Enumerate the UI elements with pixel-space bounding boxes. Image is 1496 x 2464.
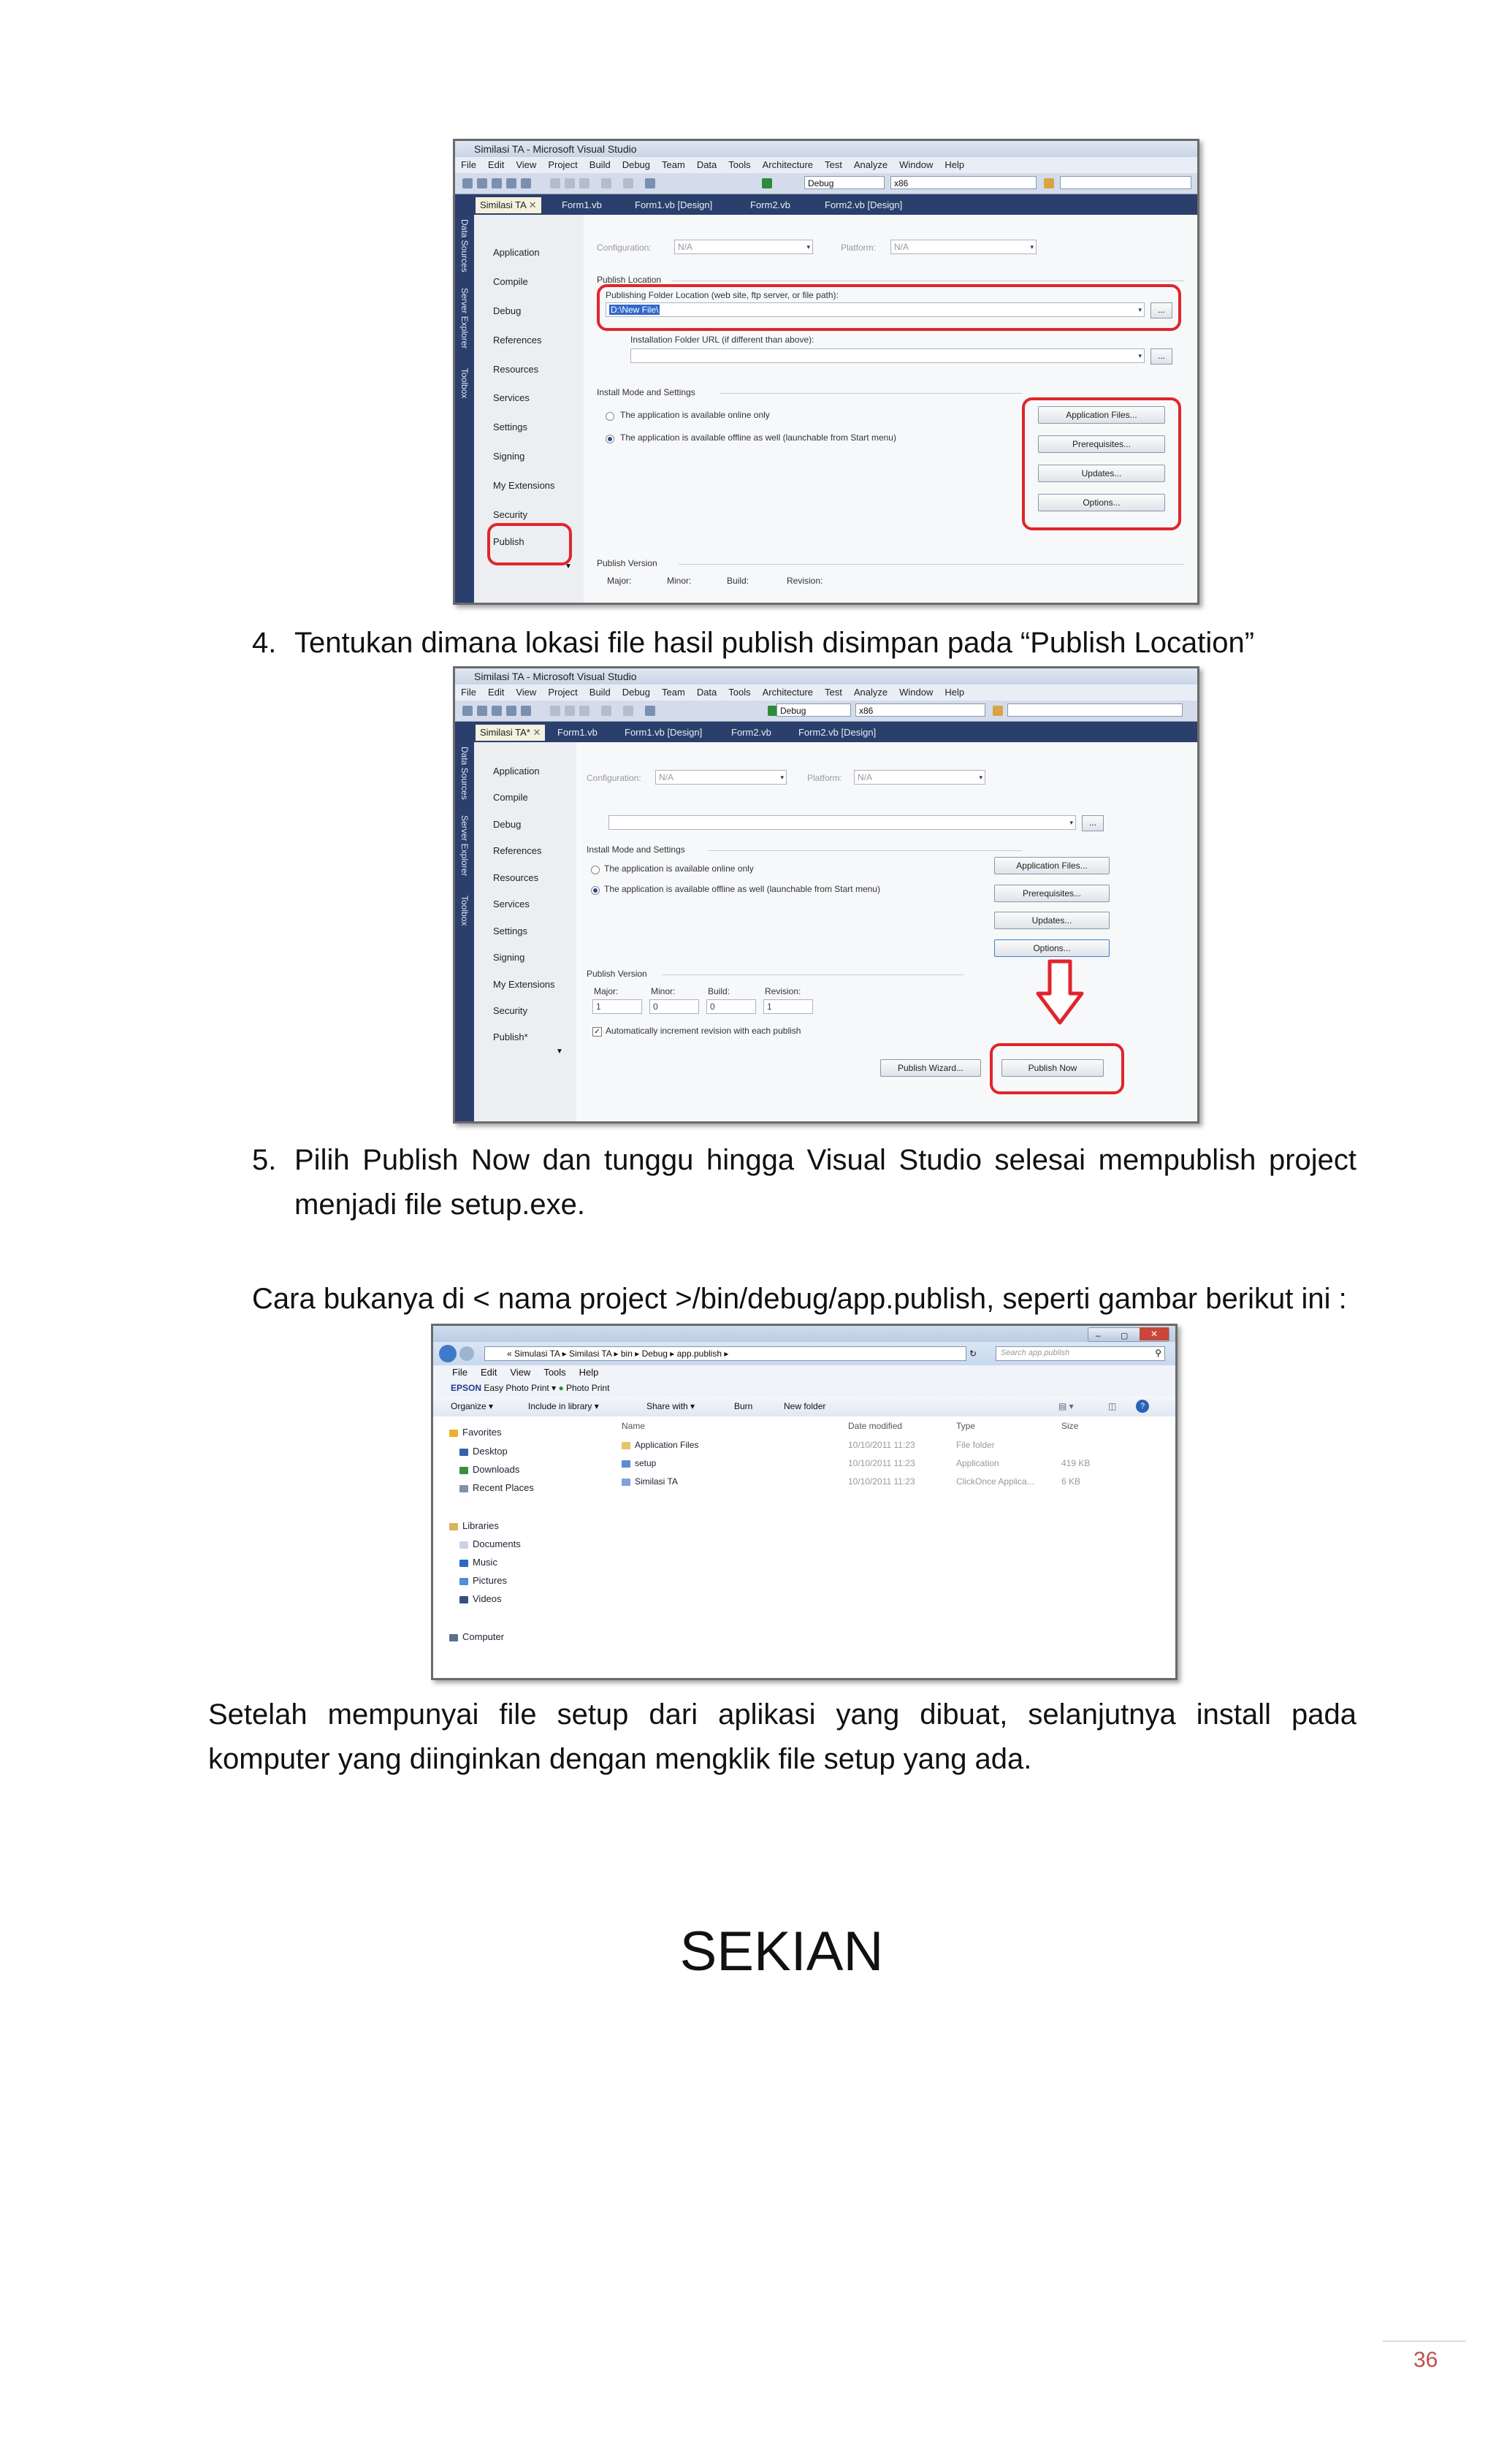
desktop-icon — [459, 1449, 468, 1456]
undo-icon[interactable] — [601, 706, 611, 716]
platform-value: N/A — [858, 772, 873, 782]
new-folder-button[interactable]: New folder — [784, 1401, 826, 1411]
step-5-line1: Pilih Publish Now dan tunggu hingga Visual Studio selesai mempublish project — [294, 1144, 1356, 1176]
copy-icon[interactable] — [565, 706, 575, 716]
menu-bar — [455, 684, 1197, 701]
save-icon[interactable] — [506, 178, 516, 188]
minor-input[interactable]: 0 — [649, 999, 699, 1014]
config-combo[interactable]: Debug — [776, 703, 851, 717]
chevron-down-icon: ▾ — [806, 243, 810, 251]
menu-edit[interactable]: Edit — [487, 687, 505, 698]
redo-icon[interactable] — [623, 706, 633, 716]
platform-label: Platform: — [841, 243, 877, 253]
table-row[interactable] — [607, 1437, 1175, 1454]
side-tab-toolbox[interactable]: Toolbox — [459, 368, 470, 399]
nav-resources[interactable]: Resources — [493, 364, 539, 375]
window-title: Similasi TA - Microsoft Visual Studio — [455, 141, 1197, 157]
computer-icon — [449, 1634, 458, 1641]
side-tool-strip — [455, 215, 474, 603]
menu-build[interactable]: Build — [589, 687, 611, 698]
menu-window[interactable]: Window — [899, 687, 934, 698]
nav-references[interactable]: References — [493, 335, 542, 346]
platform-combo-panel[interactable] — [854, 770, 985, 785]
cut-icon[interactable] — [550, 706, 560, 716]
chevron-down-icon: ▾ — [780, 774, 784, 781]
revision-input[interactable]: 1 — [763, 999, 813, 1014]
step-4-text: Tentukan dimana lokasi file hasil publish disimpan pada “Publish Location” — [294, 627, 1255, 659]
folder-location-label: Publishing Folder Location (web site, ftp server, or file path): — [606, 290, 839, 300]
file-date: 10/10/2011 11:23 — [848, 1440, 915, 1450]
major-label: Major: — [594, 986, 619, 996]
libraries-icon — [449, 1523, 458, 1530]
forward-icon[interactable] — [459, 1346, 474, 1361]
nav-documents-label: Documents — [473, 1538, 521, 1549]
tab-form2[interactable]: Form2.vb — [731, 727, 771, 738]
organize-button[interactable]: Organize ▾ — [451, 1401, 494, 1411]
side-tool-strip — [455, 742, 474, 1121]
close-icon[interactable]: ✕ — [1140, 1327, 1169, 1340]
menu-view[interactable]: View — [510, 1367, 531, 1378]
side-tab-server-explorer[interactable]: Server Explorer — [459, 815, 470, 877]
explorer-menu-bar — [433, 1365, 1175, 1380]
file-type: File folder — [956, 1440, 995, 1450]
options-button[interactable]: Options... — [994, 939, 1110, 957]
document-tabs — [455, 194, 1197, 215]
menu-tools[interactable]: Tools — [728, 159, 751, 170]
publish-now-button[interactable]: Publish Now — [1001, 1059, 1104, 1077]
chevron-down-icon: ▾ — [1030, 243, 1034, 251]
tab-form1[interactable]: Form1.vb — [557, 727, 598, 738]
chevron-down-icon: ▾ — [1138, 352, 1142, 359]
menu-edit[interactable]: Edit — [487, 159, 505, 170]
configuration-value: N/A — [678, 242, 693, 252]
nav-security[interactable]: Security — [493, 1005, 527, 1016]
toolbar — [455, 173, 1197, 194]
install-url-input[interactable] — [608, 815, 1076, 830]
save-all-icon[interactable] — [521, 178, 531, 188]
menu-project[interactable]: Project — [548, 687, 578, 698]
table-row[interactable] — [607, 1455, 1175, 1473]
menu-window[interactable]: Window — [899, 159, 934, 170]
redo-icon[interactable] — [623, 178, 633, 188]
nav-services[interactable]: Services — [493, 392, 530, 403]
build-input[interactable]: 0 — [706, 999, 756, 1014]
divider — [663, 974, 963, 975]
file-type: ClickOnce Applica... — [956, 1476, 1034, 1487]
clickonce-manifest-icon — [622, 1479, 630, 1486]
menu-test[interactable]: Test — [825, 687, 842, 698]
side-tab-data-sources[interactable]: Data Sources — [459, 219, 470, 272]
auto-increment-checkbox[interactable]: ✓ — [592, 1027, 602, 1037]
file-size: 419 KB — [1061, 1458, 1091, 1468]
screenshot-explorer-app-publish — [431, 1324, 1178, 1680]
nav-desktop-label: Desktop — [473, 1446, 508, 1457]
tab-form1-design[interactable]: Form1.vb [Design] — [625, 727, 703, 738]
radio-offline-label: The application is available offline as well (launchable from Start menu) — [604, 884, 880, 894]
menu-edit[interactable]: Edit — [480, 1367, 497, 1378]
nav-compile[interactable]: Compile — [493, 792, 528, 803]
file-name: Application Files — [635, 1440, 699, 1450]
step-5-number: 5. — [252, 1144, 277, 1176]
menu-view[interactable]: View — [516, 159, 537, 170]
start-debug-icon[interactable] — [762, 178, 772, 188]
application-files-button[interactable]: Application Files... — [994, 857, 1110, 874]
nav-publish[interactable]: Publish — [493, 536, 524, 547]
address-bar-area — [433, 1342, 1175, 1365]
footer-divider — [1383, 2341, 1466, 2342]
menu-test[interactable]: Test — [825, 159, 842, 170]
maximize-icon[interactable]: ▢ — [1121, 1332, 1129, 1340]
nav-computer[interactable] — [449, 1631, 504, 1642]
open-icon[interactable] — [492, 706, 502, 716]
nav-my-extensions[interactable]: My Extensions — [493, 979, 555, 990]
view-options-icon[interactable]: ▤ ▾ — [1058, 1401, 1074, 1411]
browse-folder-button[interactable]: ... — [1150, 302, 1172, 319]
paste-icon[interactable] — [579, 178, 589, 188]
easy-photo-print-menu[interactable]: Easy Photo Print ▾ — [484, 1383, 557, 1393]
navigation-pane — [433, 1416, 608, 1678]
setup-app-icon — [622, 1460, 630, 1468]
add-item-icon[interactable] — [477, 178, 487, 188]
copy-icon[interactable] — [565, 178, 575, 188]
configuration-combo[interactable] — [655, 770, 787, 785]
prerequisites-button[interactable]: Prerequisites... — [1038, 435, 1165, 453]
menu-bar — [455, 157, 1197, 173]
radio-online-only[interactable] — [606, 412, 614, 421]
search-box[interactable] — [996, 1346, 1165, 1361]
nav-my-extensions[interactable]: My Extensions — [493, 480, 555, 491]
menu-debug[interactable]: Debug — [622, 159, 651, 170]
save-icon[interactable] — [506, 706, 516, 716]
install-url-input[interactable] — [630, 348, 1145, 363]
major-label: Major: — [607, 576, 632, 586]
publish-location-highlight — [597, 284, 1181, 331]
step-4 — [252, 621, 1362, 665]
nav-videos-label: Videos — [473, 1593, 502, 1604]
pictures-icon — [459, 1578, 468, 1585]
table-row[interactable] — [607, 1473, 1175, 1491]
menu-data[interactable]: Data — [696, 687, 717, 698]
nav-debug[interactable]: Debug — [493, 819, 522, 830]
star-icon — [449, 1430, 458, 1437]
open-icon[interactable] — [492, 178, 502, 188]
chevron-down-icon: ▾ — [1069, 819, 1073, 826]
side-tab-toolbox[interactable]: Toolbox — [459, 896, 470, 926]
tab-project-label: Similasi TA* — [480, 727, 530, 738]
radio-offline-label: The application is available offline as well (launchable from Start menu) — [620, 432, 896, 443]
undo-icon[interactable] — [601, 178, 611, 188]
toolbar — [455, 701, 1197, 722]
back-icon[interactable] — [439, 1345, 457, 1362]
publish-wizard-button[interactable]: Publish Wizard... — [880, 1059, 981, 1077]
platform-value: N/A — [894, 242, 909, 252]
window-controls — [1088, 1327, 1169, 1342]
nav-application[interactable]: Application — [493, 766, 540, 777]
build-label: Build: — [708, 986, 730, 996]
chevron-down-icon: ▾ — [979, 774, 982, 781]
configuration-combo[interactable] — [674, 240, 813, 254]
menu-project[interactable]: Project — [548, 159, 578, 170]
radio-offline[interactable] — [606, 435, 614, 443]
application-files-button[interactable]: Application Files... — [1038, 406, 1165, 424]
chevron-down-icon: ▾ — [1138, 306, 1142, 313]
radio-offline[interactable] — [591, 886, 600, 895]
side-tab-data-sources[interactable]: Data Sources — [459, 747, 470, 800]
search-placeholder: Search app.publish — [1001, 1349, 1070, 1357]
find-icon[interactable] — [993, 706, 1003, 716]
nav-settings[interactable]: Settings — [493, 422, 527, 432]
publish-now-highlight — [990, 1043, 1124, 1094]
side-tab-server-explorer[interactable]: Server Explorer — [459, 288, 470, 349]
step-5 — [252, 1138, 1356, 1183]
window-title: Similasi TA - Microsoft Visual Studio — [455, 668, 1197, 684]
tab-project[interactable] — [476, 725, 545, 741]
documents-icon — [459, 1541, 468, 1549]
photo-print-button[interactable]: Photo Print — [566, 1383, 610, 1393]
folder-icon — [622, 1442, 630, 1449]
nav-desktop[interactable] — [459, 1446, 508, 1457]
menu-file[interactable]: File — [461, 687, 476, 698]
install-mode-heading: Install Mode and Settings — [587, 844, 685, 855]
file-size: 6 KB — [1061, 1476, 1081, 1487]
platform-label: Platform: — [807, 773, 843, 783]
nav-documents[interactable] — [459, 1538, 521, 1549]
cut-icon[interactable] — [550, 178, 560, 188]
install-mode-heading: Install Mode and Settings — [597, 387, 695, 397]
new-project-icon[interactable] — [462, 706, 473, 716]
nav-compile[interactable]: Compile — [493, 276, 528, 287]
radio-online-label: The application is available online only — [620, 410, 770, 420]
configuration-label: Configuration: — [597, 243, 652, 253]
publish-settings-panel — [584, 215, 1197, 603]
nav-settings[interactable]: Settings — [493, 926, 527, 937]
menu-architecture[interactable]: Architecture — [762, 159, 814, 170]
menu-file[interactable]: File — [461, 159, 476, 170]
nav-recent-places-label: Recent Places — [473, 1482, 534, 1493]
address-breadcrumb[interactable]: « Simulasi TA ▸ Similasi TA ▸ bin ▸ Debug ▸ app.publish ▸ — [484, 1346, 966, 1361]
nav-libraries[interactable] — [449, 1520, 499, 1531]
updates-button[interactable]: Updates... — [994, 912, 1110, 929]
tab-form2-design[interactable]: Form2.vb [Design] — [798, 727, 877, 738]
nav-music-label: Music — [473, 1557, 497, 1568]
minor-label: Minor: — [651, 986, 676, 996]
nav-downloads[interactable] — [459, 1464, 519, 1475]
nav-videos[interactable] — [459, 1593, 502, 1604]
videos-icon — [459, 1596, 468, 1603]
add-item-icon[interactable] — [477, 706, 487, 716]
publish-version-heading: Publish Version — [587, 969, 647, 979]
music-icon — [459, 1560, 468, 1567]
setelah-line2: komputer yang diinginkan dengan mengklik file setup yang ada. — [208, 1743, 1032, 1775]
find-combo[interactable] — [1060, 176, 1191, 189]
file-type: Application — [956, 1458, 999, 1468]
menu-file[interactable]: File — [452, 1367, 468, 1378]
arrow-down-icon — [1034, 958, 1086, 1027]
divider — [708, 850, 1022, 851]
nav-application[interactable]: Application — [493, 247, 540, 258]
photo-print-icon: ● — [558, 1383, 564, 1393]
config-combo[interactable]: Debug — [804, 176, 885, 189]
downloads-icon — [459, 1467, 468, 1474]
step-4-number: 4. — [252, 627, 277, 659]
column-size[interactable]: Size — [1061, 1421, 1079, 1431]
step-5-line2: menjadi file setup.exe. — [294, 1189, 586, 1221]
nav-favorites[interactable] — [449, 1427, 501, 1438]
platform-combo[interactable]: x86 — [855, 703, 985, 717]
nav-debug[interactable]: Debug — [493, 305, 522, 316]
file-date: 10/10/2011 11:23 — [848, 1458, 915, 1468]
nav-music[interactable] — [459, 1557, 497, 1568]
paste-icon[interactable] — [579, 706, 589, 716]
nav-recent-places[interactable] — [459, 1482, 534, 1493]
nav-pictures-label: Pictures — [473, 1575, 507, 1586]
close-tab-icon[interactable]: ✕ — [533, 727, 541, 738]
file-list — [607, 1416, 1175, 1678]
auto-increment-label: Automatically increment revision with each publish — [606, 1026, 801, 1036]
minimize-icon[interactable]: – — [1096, 1330, 1101, 1340]
setelah-line1: Setelah mempunyai file setup dari aplikasi yang dibuat, selanjutnya install pada — [208, 1698, 1356, 1731]
document-tabs — [455, 722, 1197, 742]
menu-architecture[interactable]: Architecture — [762, 687, 814, 698]
buttons-highlight — [1022, 397, 1181, 530]
install-url-label: Installation Folder URL (if different than above): — [630, 335, 814, 345]
nav-references[interactable]: References — [493, 845, 542, 856]
publish-settings-panel — [576, 742, 1197, 1121]
new-project-icon[interactable] — [462, 178, 473, 188]
major-input[interactable]: 1 — [592, 999, 642, 1014]
revision-label: Revision: — [765, 986, 801, 996]
publish-location-heading: Publish Location — [597, 275, 662, 285]
build-label: Build: — [727, 576, 749, 586]
platform-combo-panel[interactable] — [890, 240, 1037, 254]
options-button[interactable]: Options... — [1038, 494, 1165, 511]
radio-online-only[interactable] — [591, 866, 600, 874]
publish-highlight — [487, 523, 572, 565]
epson-logo: EPSON — [451, 1383, 482, 1393]
tab-form1-design[interactable]: Form1.vb [Design] — [635, 199, 713, 210]
revision-label: Revision: — [787, 576, 823, 586]
nav-resources[interactable]: Resources — [493, 872, 539, 883]
nav-signing[interactable]: Signing — [493, 952, 525, 963]
nav-publish[interactable]: Publish* — [493, 1031, 528, 1042]
screenshot-vs-publish-location — [453, 139, 1199, 605]
column-name[interactable]: Name — [622, 1421, 646, 1431]
nav-libraries-label: Libraries — [462, 1520, 499, 1531]
burn-button[interactable]: Burn — [734, 1401, 753, 1411]
platform-combo[interactable]: x86 — [890, 176, 1037, 189]
scroll-down-icon[interactable]: ▼ — [565, 562, 572, 571]
configuration-value: N/A — [659, 772, 674, 782]
include-library-button[interactable]: Include in library ▾ — [528, 1401, 599, 1411]
epson-toolbar — [433, 1380, 1175, 1396]
tab-project[interactable] — [476, 197, 541, 213]
tab-form2-design[interactable]: Form2.vb [Design] — [825, 199, 903, 210]
menu-view[interactable]: View — [516, 687, 537, 698]
project-properties-nav — [474, 215, 584, 603]
find-combo[interactable] — [1007, 703, 1183, 717]
menu-tools[interactable]: Tools — [543, 1367, 566, 1378]
menu-data[interactable]: Data — [696, 159, 717, 170]
file-date: 10/10/2011 11:23 — [848, 1476, 915, 1487]
column-date-modified[interactable]: Date modified — [848, 1421, 903, 1431]
divider — [720, 393, 1022, 394]
page-number: 36 — [1413, 2348, 1438, 2372]
navigate-icon[interactable] — [645, 178, 655, 188]
file-name: setup — [635, 1458, 657, 1468]
updates-button[interactable]: Updates... — [1038, 465, 1165, 482]
screenshot-vs-publish-now — [453, 666, 1199, 1124]
tab-form2[interactable]: Form2.vb — [750, 199, 790, 210]
publish-version-heading: Publish Version — [597, 558, 657, 568]
explorer-titlebar — [433, 1326, 1175, 1342]
menu-tools[interactable]: Tools — [728, 687, 751, 698]
menu-help[interactable]: Help — [579, 1367, 599, 1378]
menu-analyze[interactable]: Analyze — [853, 687, 888, 698]
find-icon[interactable] — [1044, 178, 1054, 188]
configuration-label: Configuration: — [587, 773, 641, 783]
nav-security[interactable]: Security — [493, 509, 527, 520]
browse-url-button[interactable]: ... — [1150, 348, 1172, 365]
refresh-icon[interactable]: ↻ — [969, 1349, 977, 1359]
preview-pane-icon[interactable]: ◫ — [1108, 1401, 1117, 1411]
nav-downloads-label: Downloads — [473, 1464, 520, 1475]
radio-online-label: The application is available online only — [604, 863, 754, 874]
tab-form1[interactable]: Form1.vb — [562, 199, 602, 210]
menu-build[interactable]: Build — [589, 159, 611, 170]
help-icon[interactable]: ? — [1136, 1400, 1149, 1413]
navigate-icon[interactable] — [645, 706, 655, 716]
menu-analyze[interactable]: Analyze — [853, 159, 888, 170]
browse-url-button[interactable]: ... — [1082, 815, 1104, 831]
cara-paragraph: Cara bukanya di < nama project >/bin/debug/app.publish, seperti gambar berikut ini : — [252, 1283, 1347, 1315]
nav-favorites-label: Favorites — [462, 1427, 502, 1438]
folder-location-value: D:\New File\ — [611, 305, 659, 315]
search-icon: ⚲ — [1155, 1348, 1161, 1358]
column-type[interactable]: Type — [956, 1421, 976, 1431]
close-tab-icon[interactable]: ✕ — [528, 199, 537, 210]
menu-help[interactable]: Help — [944, 159, 965, 170]
closing-heading: SEKIAN — [679, 1921, 884, 1983]
menu-team[interactable]: Team — [662, 159, 685, 170]
minor-label: Minor: — [667, 576, 692, 586]
file-name: Similasi TA — [635, 1476, 678, 1487]
nav-services[interactable]: Services — [493, 899, 530, 909]
nav-signing[interactable]: Signing — [493, 451, 525, 462]
nav-computer-label: Computer — [462, 1631, 505, 1642]
menu-team[interactable]: Team — [662, 687, 685, 698]
tab-project-label: Similasi TA — [480, 199, 527, 210]
project-properties-nav — [474, 742, 577, 1121]
save-all-icon[interactable] — [521, 706, 531, 716]
scroll-down-icon[interactable]: ▼ — [556, 1048, 563, 1056]
menu-help[interactable]: Help — [944, 687, 965, 698]
command-bar — [433, 1396, 1175, 1417]
divider — [679, 564, 1184, 565]
nav-pictures[interactable] — [459, 1575, 507, 1586]
recent-places-icon — [459, 1485, 468, 1492]
menu-debug[interactable]: Debug — [622, 687, 651, 698]
share-with-button[interactable]: Share with ▾ — [646, 1401, 695, 1411]
prerequisites-button[interactable]: Prerequisites... — [994, 885, 1110, 902]
